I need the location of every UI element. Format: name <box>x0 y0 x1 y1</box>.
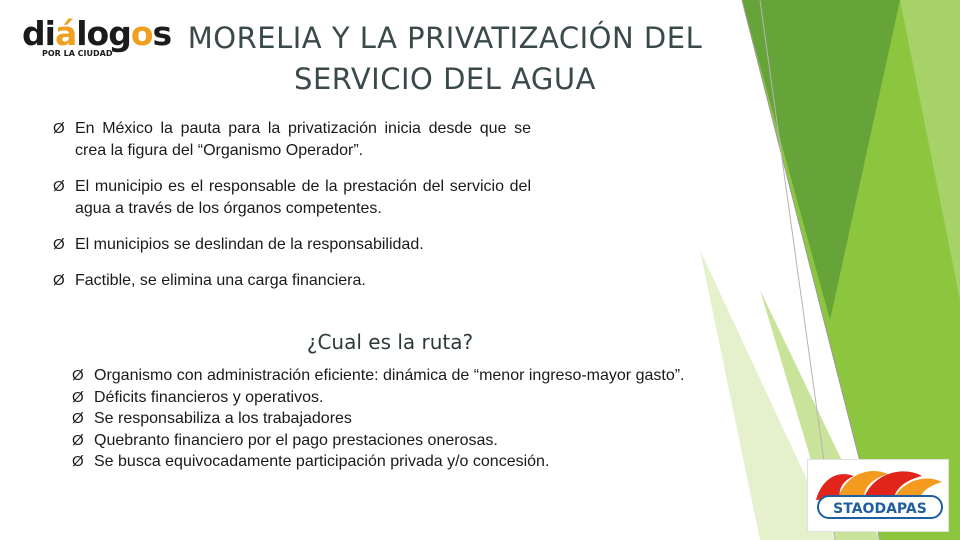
arrow-bullet-icon: Ø <box>53 178 65 195</box>
route-text: Se busca equivocadamente participación privada y/o concesión. <box>94 453 550 470</box>
bullet-item <box>53 234 531 256</box>
route-text: Se responsabiliza a los trabajadores <box>94 410 352 427</box>
logo-part: di <box>22 14 55 53</box>
bullet-text: En México la pauta para la privatización inicia desde que se crea la figura del “Organismo Operador”. <box>75 120 531 159</box>
title-line-2: SERVICIO DEL AGUA <box>294 62 596 96</box>
bullet-item <box>53 270 531 292</box>
route-item <box>72 387 712 409</box>
route-question: ¿Cual es la ruta? <box>306 330 474 354</box>
dialogos-logo <box>22 14 172 62</box>
arrow-bullet-icon: Ø <box>53 120 65 137</box>
route-item <box>72 430 712 452</box>
slide-title <box>160 18 730 100</box>
arrow-bullet-icon: Ø <box>72 367 84 384</box>
route-text: Quebranto financiero por el pago prestaciones onerosas. <box>94 431 498 449</box>
route-text: Déficits financieros y operativos. <box>94 388 324 406</box>
route-item <box>72 451 712 473</box>
logo-part: log <box>76 14 131 53</box>
staodapas-logo <box>807 459 949 532</box>
staodapas-logo-graphic <box>808 460 948 531</box>
route-list <box>72 365 712 473</box>
title-line-1: MORELIA Y LA PRIVATIZACIÓN DEL <box>187 21 703 55</box>
bullet-text: El municipio es el responsable de la prestación del servicio del agua a través de los órganos competentes. <box>75 178 531 217</box>
bullet-text: Factible, se elimina una carga financiera. <box>75 272 366 289</box>
arrow-bullet-icon: Ø <box>72 453 84 470</box>
route-text: Organismo con administración eficiente: dinámica de “menor ingreso-mayor gasto”. <box>94 367 685 384</box>
bullet-item <box>53 118 531 162</box>
logo-part: s <box>152 14 172 53</box>
logo-tagline: POR LA CIUDAD <box>42 49 113 58</box>
bullet-list <box>53 118 531 306</box>
route-item <box>72 408 712 430</box>
arrow-bullet-icon: Ø <box>72 431 84 449</box>
logo-wordmark <box>22 14 171 54</box>
arrow-bullet-icon: Ø <box>72 388 84 406</box>
logo-part-accent: á <box>54 14 77 53</box>
logo-part-accent: o <box>130 14 153 53</box>
bullet-text: El municipios se deslindan de la responsabilidad. <box>75 236 424 253</box>
route-item <box>72 365 712 387</box>
badge-label: STAODAPAS <box>833 501 927 517</box>
arrow-bullet-icon: Ø <box>53 236 65 253</box>
arrow-bullet-icon: Ø <box>72 410 84 427</box>
bullet-item <box>53 176 531 220</box>
arrow-bullet-icon: Ø <box>53 272 65 289</box>
